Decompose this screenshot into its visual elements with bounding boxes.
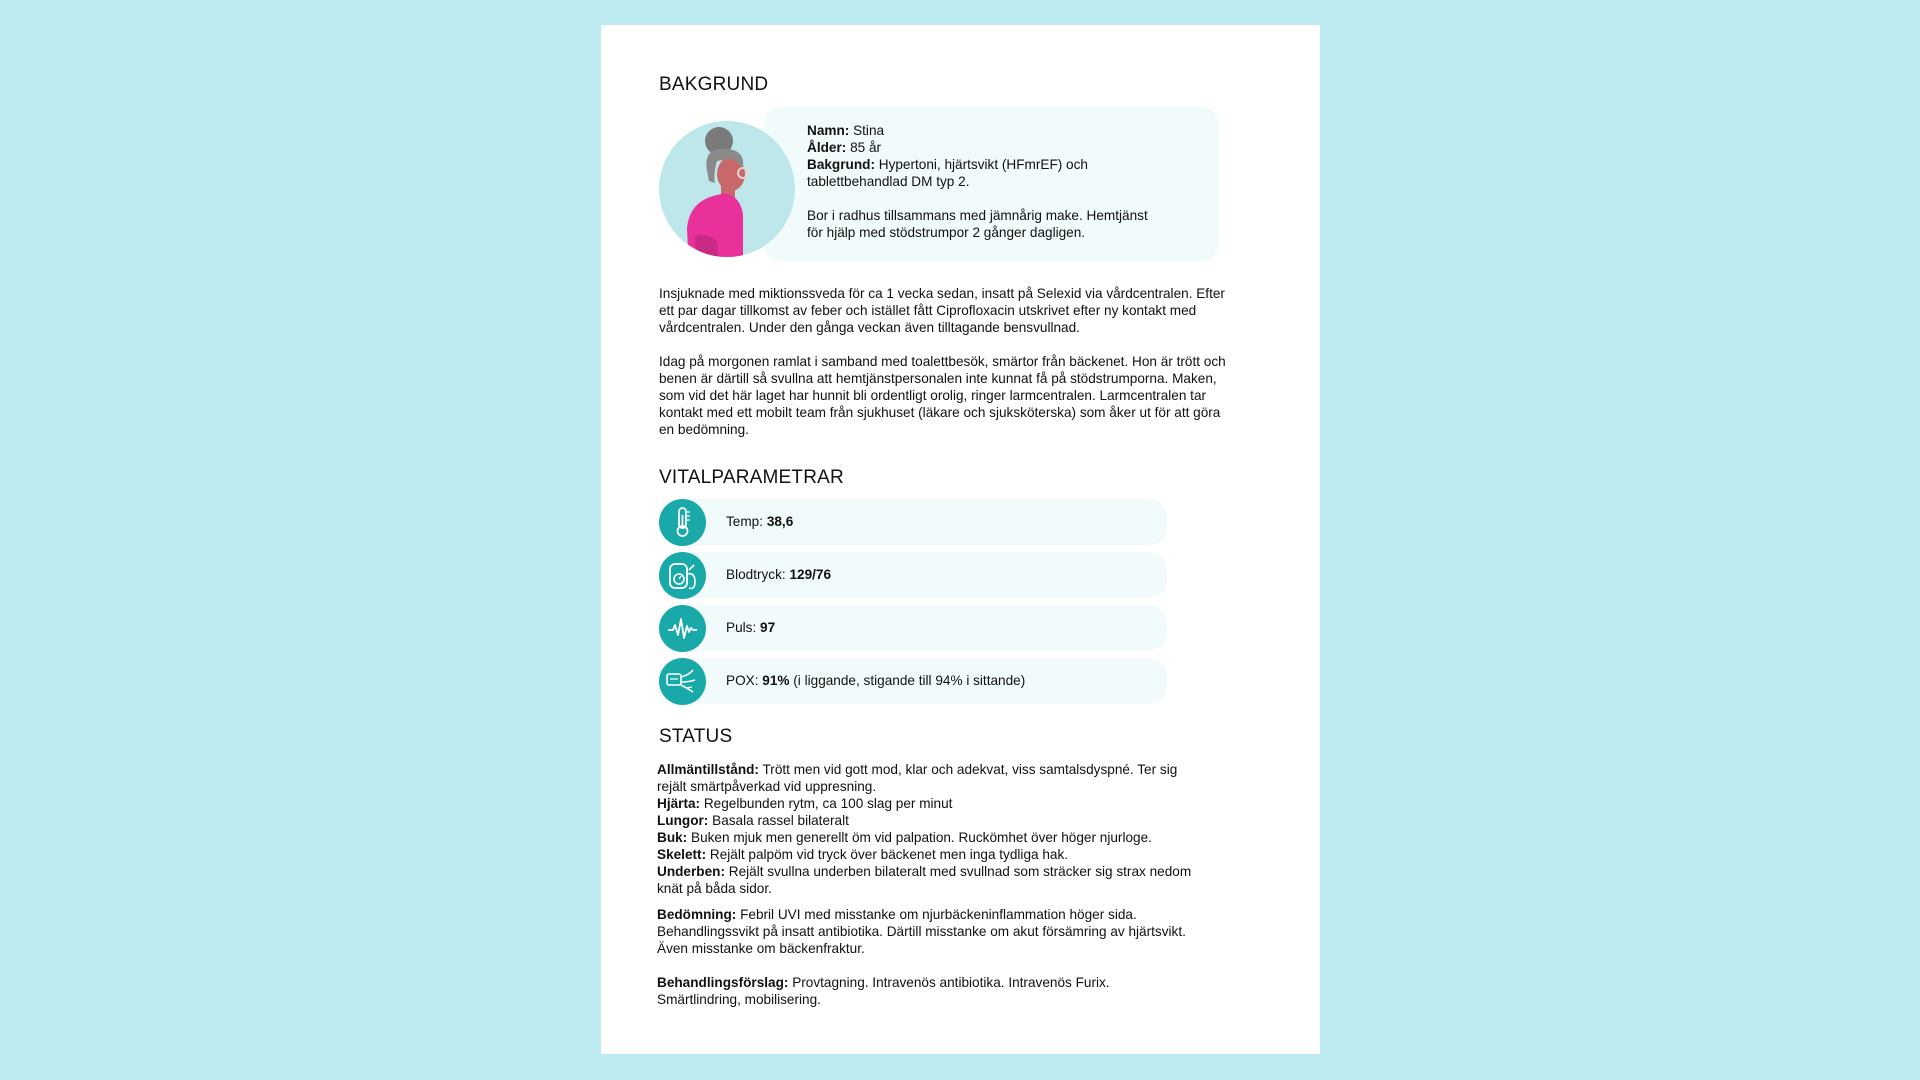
vital-row-blodtryck	[659, 552, 1167, 598]
vital-row-pox	[659, 658, 1167, 704]
profile-background-cont: tablettbehandlad DM typ 2.	[807, 174, 970, 189]
pulse-oximeter-icon	[659, 658, 706, 705]
status-behandlingsforslag: Behandlingsförslag: Provtagning. Intravenös antibiotika. Intravenös Furix. Smärtlindring, mobilisering.	[657, 975, 1110, 1007]
elderly-woman-illustration	[659, 119, 795, 259]
status-buk: Buk: Buken mjuk men generellt öm vid palpation. Ruckömhet över höger njurloge.	[657, 830, 1152, 845]
document-page	[601, 25, 1320, 1054]
status-underben: Underben: Rejält svullna underben bilateralt med svullnad som sträcker sig strax nedom	[657, 864, 1192, 879]
vital-row-temp	[659, 499, 1167, 545]
profile-info	[807, 122, 1187, 241]
section-title-bakgrund: BAKGRUND	[659, 74, 769, 95]
profile-name: Namn: Stina	[807, 123, 885, 138]
profile-age: Ålder: 85 år	[807, 140, 882, 155]
status-hjarta: Hjärta: Regelbunden rytm, ca 100 slag per minut	[657, 796, 953, 811]
vital-row-puls	[659, 605, 1167, 651]
blood-pressure-cuff-icon	[659, 552, 706, 599]
vital-blodtryck-text: Blodtryck: 129/76	[726, 567, 832, 582]
history-paragraph-1: Insjuknade med miktionssveda för ca 1 vecka sedan, insatt på Selexid via vårdcentralen. Efter ett par dagar tillkomst av feber och istället fått Ciprofloxacin utskrivet efter ny kontakt med vårdcentralen. Under den gånga veckan även tilltagande bensvullnad.	[659, 286, 1225, 335]
status-lungor: Lungor: Basala rassel bilateralt	[657, 813, 849, 828]
history-paragraph-2: Idag på morgonen ramlat i samband med toalettbesök, smärtor från bäckenet. Hon är trött och benen är därtill så svullna att hemtjänstpersonalen inte kunnat få på stödstrumporna. Maken, som vid det här laget har hunnit bli ordentligt orolig, ringer larmcentralen. Larmcentralen tar kontakt med ett mobilt team från sjukhuset (läkare och sjuksköterska) som åker ut för att göra en bedömning.	[659, 354, 1226, 437]
pulse-wave-icon	[659, 605, 706, 652]
vital-temp-text: Temp: 38,6	[726, 514, 794, 529]
vital-pox-text: POX: 91% (i liggande, stigande till 94% i sittande)	[726, 673, 1026, 688]
section-title-vitalparametrar: VITALPARAMETRAR	[659, 467, 844, 488]
profile-living-line2: för hjälp med stödstrumpor 2 gånger dagligen.	[807, 225, 1086, 240]
vital-puls-text: Puls: 97	[726, 620, 776, 635]
status-allmantillstand: Allmäntillstånd: Trött men vid gott mod, klar och adekvat, viss samtalsdyspné. Ter sig	[657, 762, 1178, 777]
status-findings: Allmäntillstånd: Trött men vid gott mod, klar och adekvat, viss samtalsdyspné. Ter sig rejält smärtpåverkad vid uppresning. Hjärta: Regelbunden rytm, ca 100 slag per minut Lungor: Basala rassel bilateralt Buk: Buken mjuk men generellt öm vid palpation. Ruckömhet över höger njurloge. Skelett: Rejält palpöm vid tryck över bäckenet men inga tydliga hak. Underben: Rejält svullna underben bilateralt med svullnad som sträcker sig strax nedom knät på båda sidor.	[657, 761, 1257, 897]
status-bedomning: Bedömning: Febril UVI med misstanke om njurbäckeninflammation höger sida. Behandlingssvikt på insatt antibiotika. Därtill misstanke om akut försämring av hjärtsvikt. Även misstanke om bäckenfraktur.	[657, 907, 1186, 956]
profile-living-line1: Bor i radhus tillsammans med jämnårig make. Hemtjänst	[807, 208, 1148, 223]
patient-avatar	[659, 119, 795, 259]
status-skelett: Skelett: Rejält palpöm vid tryck över bäckenet men inga tydliga hak.	[657, 847, 1069, 862]
thermometer-icon	[659, 499, 706, 546]
profile-background: Bakgrund: Hypertoni, hjärtsvikt (HFmrEF) och	[807, 157, 1088, 172]
section-title-status: STATUS	[659, 726, 733, 747]
